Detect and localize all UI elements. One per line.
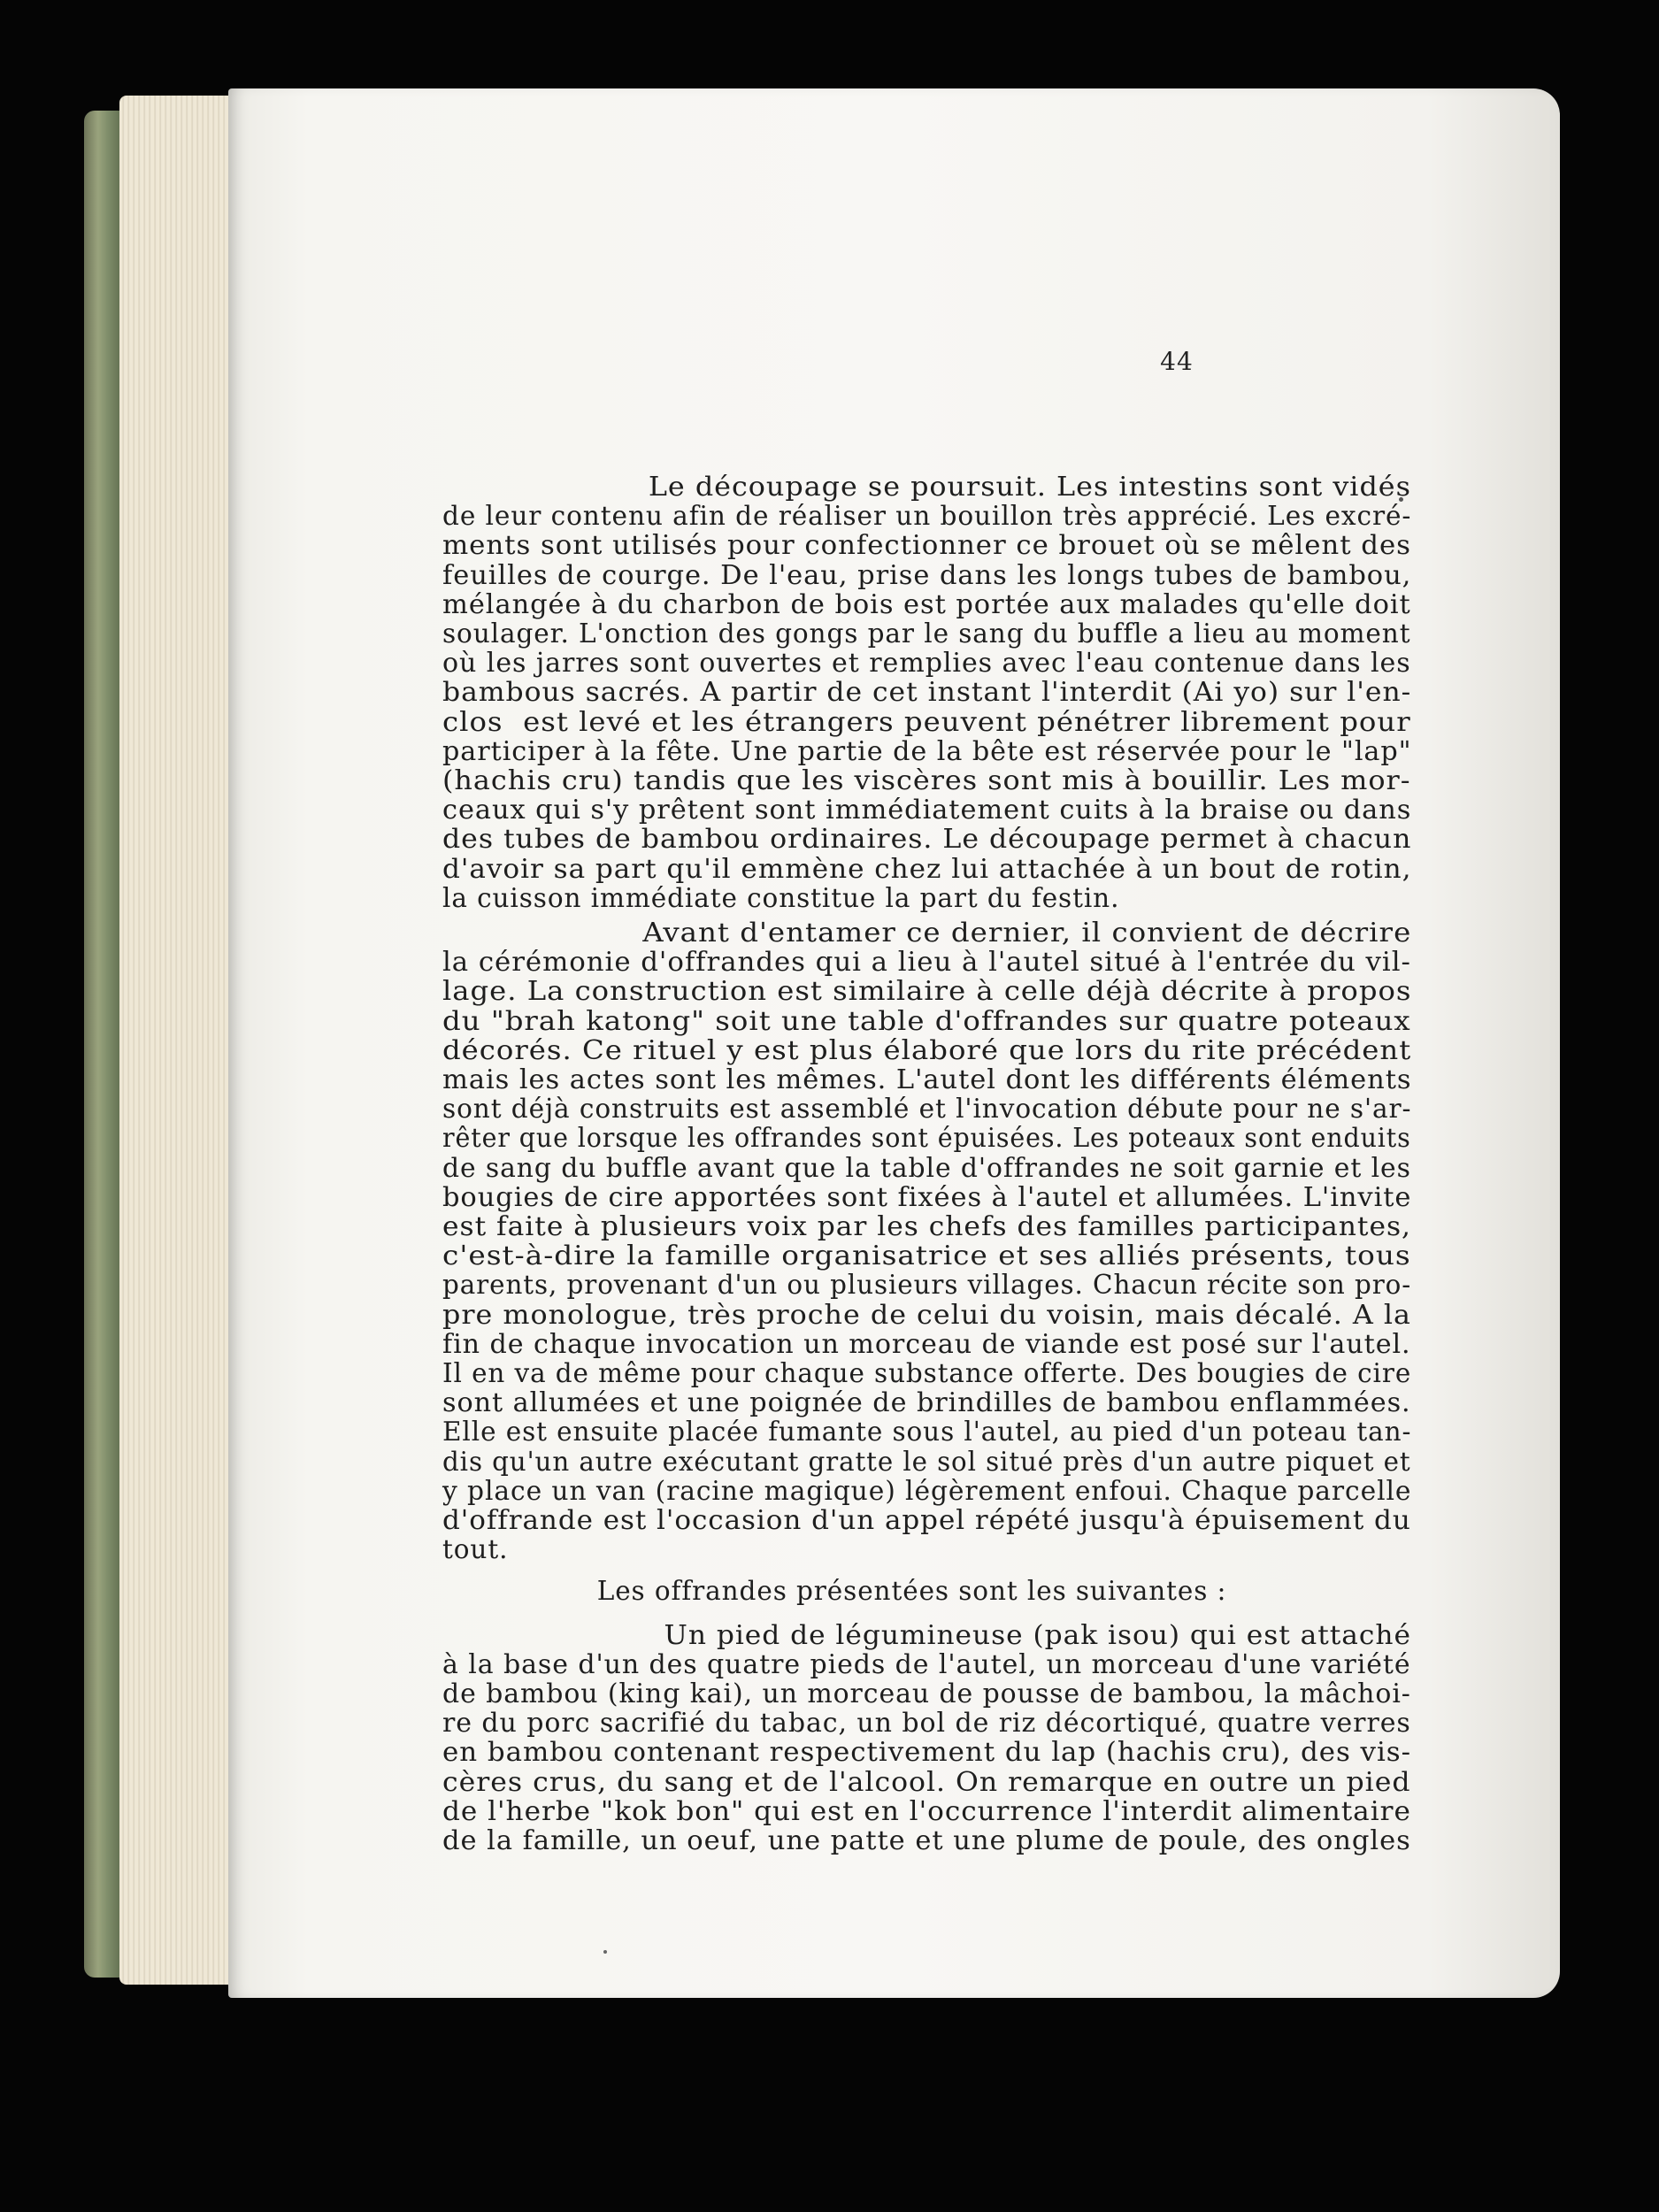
book-page — [228, 88, 1560, 1998]
text-line: mais les actes sont les mêmes. L'autel dont les différents éléments — [442, 1064, 1412, 1094]
text-line: tout. — [442, 1534, 509, 1565]
text-line: d'avoir sa part qu'il emmène chez lui attachée à un bout de rotin, — [442, 853, 1412, 884]
text-line: clos est levé et les étrangers peuvent pénétrer librement pour — [442, 706, 1411, 737]
text-line: est faite à plusieurs voix par les chefs des familles participantes, — [442, 1211, 1411, 1241]
text-line: mélangée à du charbon de bois est portée aux malades qu'elle doit — [442, 588, 1411, 619]
text-line: de l'herbe "kok bon" qui est en l'occurrence l'interdit alimentaire — [442, 1795, 1411, 1826]
text-line: fin de chaque invocation un morceau de viande est posé sur l'autel. — [442, 1328, 1411, 1359]
text-line: la cuisson immédiate constitue la part du festin. — [442, 882, 1120, 913]
text-line: où les jarres sont ouvertes et remplies avec l'eau contenue dans les — [442, 648, 1411, 679]
text-line: cères crus, du sang et de l'alcool. On remarque en outre un pied — [442, 1766, 1411, 1797]
text-line: c'est-à-dire la famille organisatrice et ses alliés présents, tous — [442, 1240, 1411, 1271]
text-line: Un pied de légumineuse (pak isou) qui est attaché — [442, 1619, 1411, 1650]
text-line: bougies de cire apportées sont fixées à l'autel et allumées. L'invite — [442, 1181, 1412, 1212]
text-line: dis qu'un autre exécutant gratte le sol situé près d'un autre piquet et — [442, 1446, 1411, 1477]
text-line: feuilles de courge. De l'eau, prise dans les longs tubes de bambou, — [442, 559, 1412, 590]
text-line: participer à la fête. Une partie de la bête est réservée pour le "lap" — [442, 735, 1412, 766]
text-line: de la famille, un oeuf, une patte et une plume de poule, des ongles — [442, 1825, 1411, 1855]
text-line: Les offrandes présentées sont les suivantes : — [442, 1576, 1227, 1607]
text-line: parents, provenant d'un ou plusieurs villages. Chacun récite son pro- — [442, 1270, 1412, 1301]
page-number: 44 — [1160, 347, 1194, 376]
body-text — [442, 471, 1411, 1993]
text-line: Le découpage se poursuit. Les intestins sont vidés — [442, 472, 1411, 502]
text-line: pre monologue, très proche de celui du voisin, mais décalé. A la — [442, 1299, 1411, 1330]
text-line: du "brah katong" soit une table d'offrandes sur quatre poteaux — [442, 1005, 1411, 1036]
text-line: de leur contenu afin de réaliser un bouillon très apprécié. Les excré- — [442, 501, 1412, 532]
text-line: la cérémonie d'offrandes qui a lieu à l'autel situé à l'entrée du vil- — [442, 947, 1411, 978]
text-line: Avant d'entamer ce dernier, il convient de décrire — [442, 918, 1412, 948]
text-line: décorés. Ce rituel y est plus élaboré que lors du rite précédent — [442, 1034, 1412, 1065]
text-line: de sang du buffle avant que la table d'offrandes ne soit garnie et les — [442, 1152, 1411, 1183]
text-line: à la base d'un des quatre pieds de l'autel, un morceau d'une variété — [442, 1648, 1411, 1679]
text-line: sont allumées et une poignée de brindilles de bambou enflammées. — [442, 1387, 1411, 1418]
text-line: en bambou contenant respectivement du lap (hachis cru), des vis- — [442, 1737, 1411, 1768]
text-line: d'offrande est l'occasion d'un appel répété jusqu'à épuisement du — [442, 1505, 1411, 1535]
text-line: des tubes de bambou ordinaires. Le découpage permet à chacun — [442, 824, 1412, 855]
text-line: ceaux qui s'y prêtent sont immédiatement cuits à la braise ou dans — [442, 795, 1412, 826]
text-line: rêter que lorsque les offrandes sont épuisées. Les poteaux sont enduits — [442, 1123, 1411, 1154]
text-line: re du porc sacrifié du tabac, un bol de riz décortiqué, quatre verres — [442, 1708, 1411, 1739]
book-cover-edge — [84, 111, 124, 1978]
text-line: Elle est ensuite placée fumante sous l'autel, au pied d'un poteau tan- — [442, 1417, 1412, 1448]
text-line: y place un van (racine magique) légèrement enfoui. Chaque parcelle — [442, 1475, 1412, 1506]
text-line: de bambou (king kai), un morceau de pousse de bambou, la mâchoi- — [442, 1678, 1411, 1709]
text-line: (hachis cru) tandis que les viscères sont mis à bouillir. Les mor- — [442, 765, 1411, 795]
text-line: sont déjà construits est assemblé et l'invocation débute pour ne s'ar- — [442, 1094, 1412, 1125]
text-line: soulager. L'onction des gongs par le sang du buffle a lieu au moment — [442, 618, 1411, 649]
page-edges — [119, 96, 234, 1985]
text-line: ments sont utilisés pour confectionner ce brouet où se mêlent des — [442, 530, 1411, 561]
text-line: lage. La construction est similaire à celle déjà décrite à propos — [442, 976, 1412, 1007]
text-line: bambous sacrés. A partir de cet instant l'interdit (Ai yo) sur l'en- — [442, 677, 1412, 708]
text-line: Il en va de même pour chaque substance offerte. Des bougies de cire — [442, 1358, 1412, 1388]
